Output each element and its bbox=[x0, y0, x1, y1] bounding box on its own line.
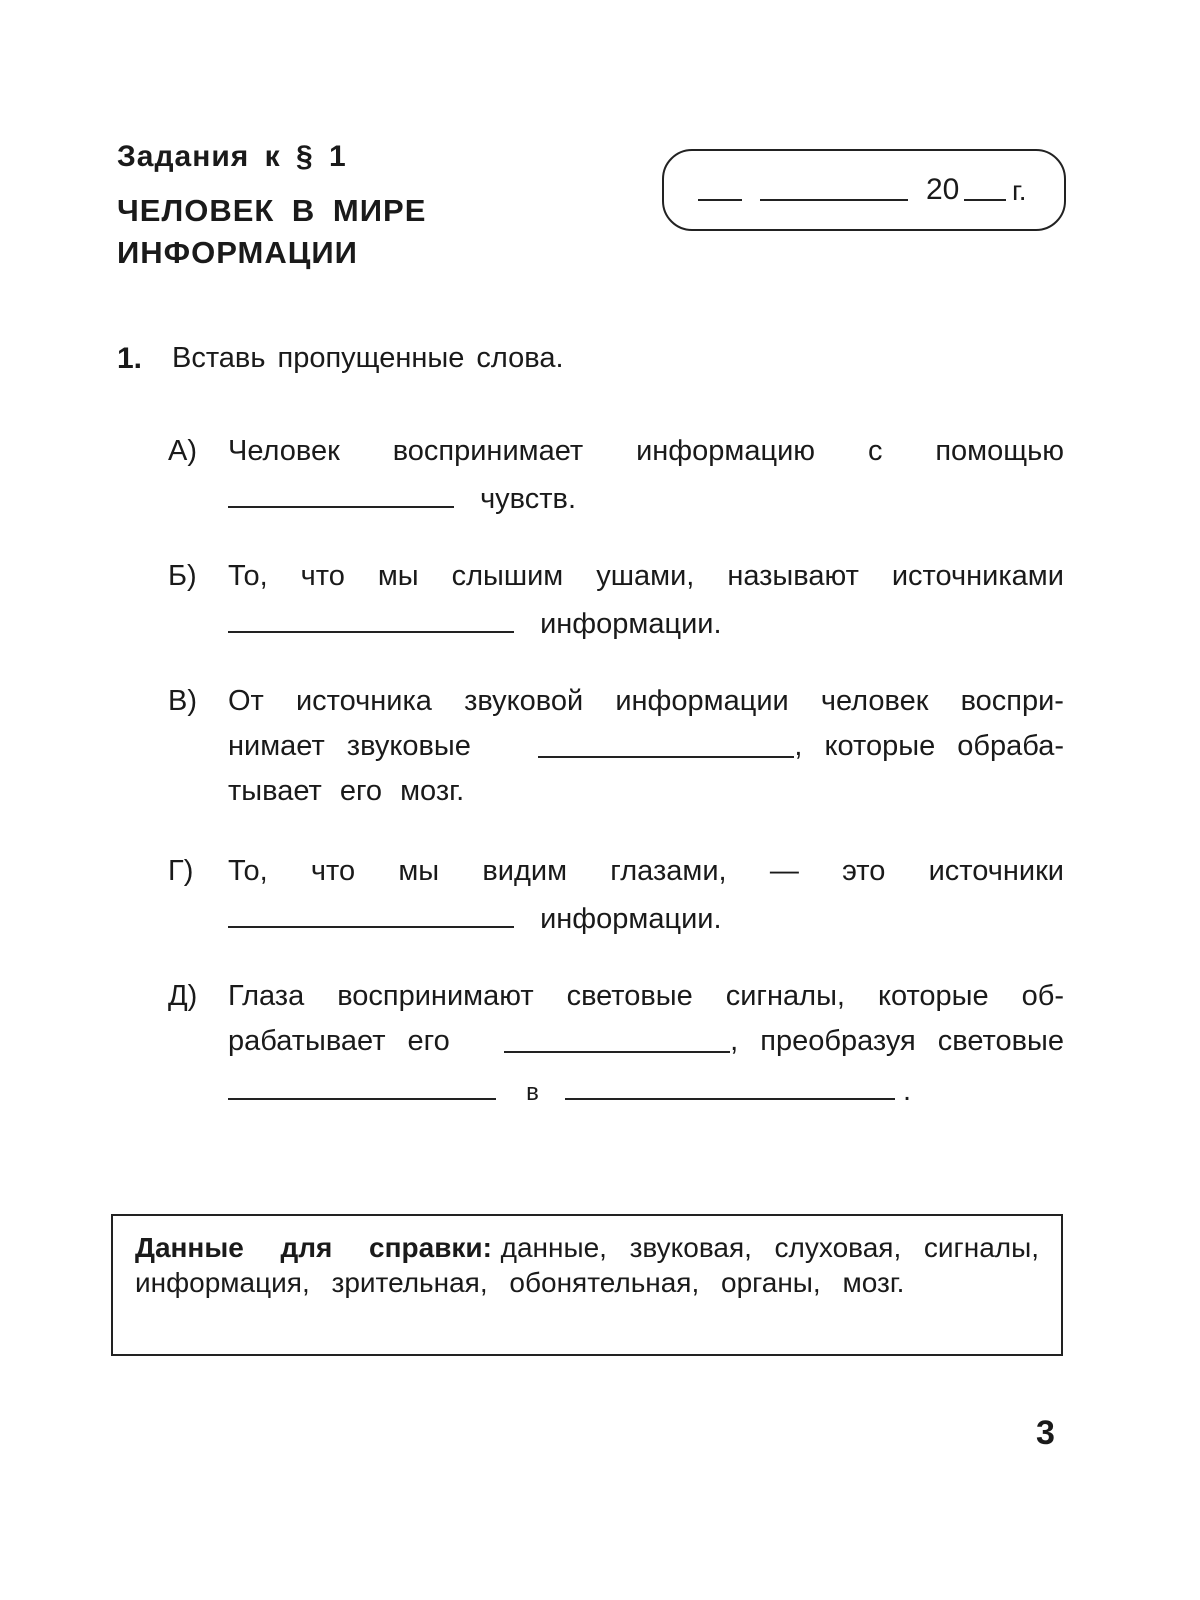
item-b-tail: информации. bbox=[540, 608, 722, 640]
item-g-line-2 bbox=[228, 900, 1064, 940]
date-month-blank[interactable] bbox=[760, 199, 908, 201]
word: — bbox=[769, 855, 799, 887]
word: ушами, bbox=[596, 560, 695, 592]
answer-blank-v[interactable] bbox=[538, 730, 794, 758]
word: глазами, bbox=[610, 855, 727, 887]
item-v-line-3: тывает его мозг. bbox=[228, 775, 465, 807]
item-d-line-1 bbox=[228, 980, 1064, 1020]
answer-blank-d1[interactable] bbox=[504, 1025, 730, 1053]
word: видим bbox=[482, 855, 568, 887]
item-v-line-1 bbox=[228, 685, 1064, 725]
word: То, bbox=[228, 560, 268, 592]
word: что bbox=[310, 855, 356, 887]
word: сигналы, bbox=[725, 980, 845, 1012]
word: мы bbox=[377, 560, 419, 592]
item-a-tail: чувств. bbox=[480, 483, 576, 515]
word: об- bbox=[1021, 980, 1064, 1012]
item-a-line-2 bbox=[228, 480, 1064, 520]
item-d-line-3 bbox=[228, 1072, 1064, 1112]
item-d-preposition: в bbox=[526, 1079, 539, 1106]
reference-label: Данные для справки: bbox=[135, 1232, 492, 1263]
chapter-title-line-2: ИНФОРМАЦИИ bbox=[117, 235, 358, 270]
word: что bbox=[300, 560, 345, 592]
word: которые bbox=[877, 980, 989, 1012]
answer-blank-b[interactable] bbox=[228, 605, 514, 633]
word: помощью bbox=[935, 435, 1064, 467]
item-v-label: В) bbox=[168, 685, 197, 717]
date-day-blank[interactable] bbox=[698, 199, 742, 201]
item-d-period: . bbox=[902, 1075, 911, 1107]
word: звуковой bbox=[464, 685, 584, 717]
chapter-title bbox=[117, 190, 426, 274]
item-d-label: Д) bbox=[168, 980, 198, 1012]
answer-blank-g[interactable] bbox=[228, 900, 514, 928]
date-year-prefix: 20 bbox=[926, 173, 960, 206]
item-b-line-1 bbox=[228, 560, 1064, 600]
item-d-line-2 bbox=[228, 1025, 1064, 1065]
word: это bbox=[842, 855, 886, 887]
reference-box bbox=[111, 1214, 1063, 1356]
answer-blank-a[interactable] bbox=[228, 480, 454, 508]
item-g-line-1 bbox=[228, 855, 1064, 895]
word: источниками bbox=[891, 560, 1064, 592]
item-b-line-2 bbox=[228, 605, 1064, 645]
chapter-title-line-1: ЧЕЛОВЕК В МИРЕ bbox=[117, 193, 427, 228]
word: воспри- bbox=[960, 685, 1064, 717]
item-g-tail: информации. bbox=[540, 903, 722, 935]
page-number: 3 bbox=[1036, 1414, 1055, 1452]
word: информации bbox=[615, 685, 789, 717]
word: воспринимает bbox=[392, 435, 584, 467]
task-number: 1. bbox=[117, 342, 143, 375]
item-a-line-1 bbox=[228, 435, 1064, 475]
word: мы bbox=[398, 855, 440, 887]
item-d-line-2-start: рабатывает его bbox=[228, 1025, 450, 1057]
item-g-label: Г) bbox=[168, 855, 194, 887]
item-v-line-2-start: нимает звуковые bbox=[228, 730, 471, 762]
word: источника bbox=[295, 685, 432, 717]
word: с bbox=[867, 435, 883, 467]
date-year-blank[interactable] bbox=[964, 199, 1006, 201]
answer-blank-d2[interactable] bbox=[228, 1072, 496, 1100]
word: Человек bbox=[228, 435, 340, 467]
word: световые bbox=[566, 980, 693, 1012]
reference-words: данные, звуковая, слуховая, сигналы, информация, зрительная, обонятельная, органы, мозг. bbox=[135, 1232, 1040, 1298]
task-instruction: Вставь пропущенные слова. bbox=[172, 342, 564, 374]
tasks-heading: Задания к § 1 bbox=[117, 140, 347, 173]
item-v-line-2 bbox=[228, 730, 1064, 770]
item-d-line-2-end: , преобразуя световые bbox=[730, 1025, 1064, 1057]
item-v-line-2-end: , которые обраба- bbox=[794, 730, 1064, 762]
word: воспринимают bbox=[337, 980, 534, 1012]
word: слышим bbox=[451, 560, 564, 592]
word: От bbox=[228, 685, 264, 717]
word: источники bbox=[928, 855, 1064, 887]
word: информацию bbox=[636, 435, 816, 467]
date-box bbox=[662, 149, 1066, 231]
date-year-suffix: г. bbox=[1012, 175, 1027, 206]
word: Глаза bbox=[228, 980, 305, 1012]
item-b-label: Б) bbox=[168, 560, 197, 592]
word: человек bbox=[820, 685, 929, 717]
answer-blank-d3[interactable] bbox=[565, 1072, 895, 1100]
item-a-label: А) bbox=[168, 435, 197, 467]
word: То, bbox=[228, 855, 268, 887]
word: называют bbox=[727, 560, 859, 592]
